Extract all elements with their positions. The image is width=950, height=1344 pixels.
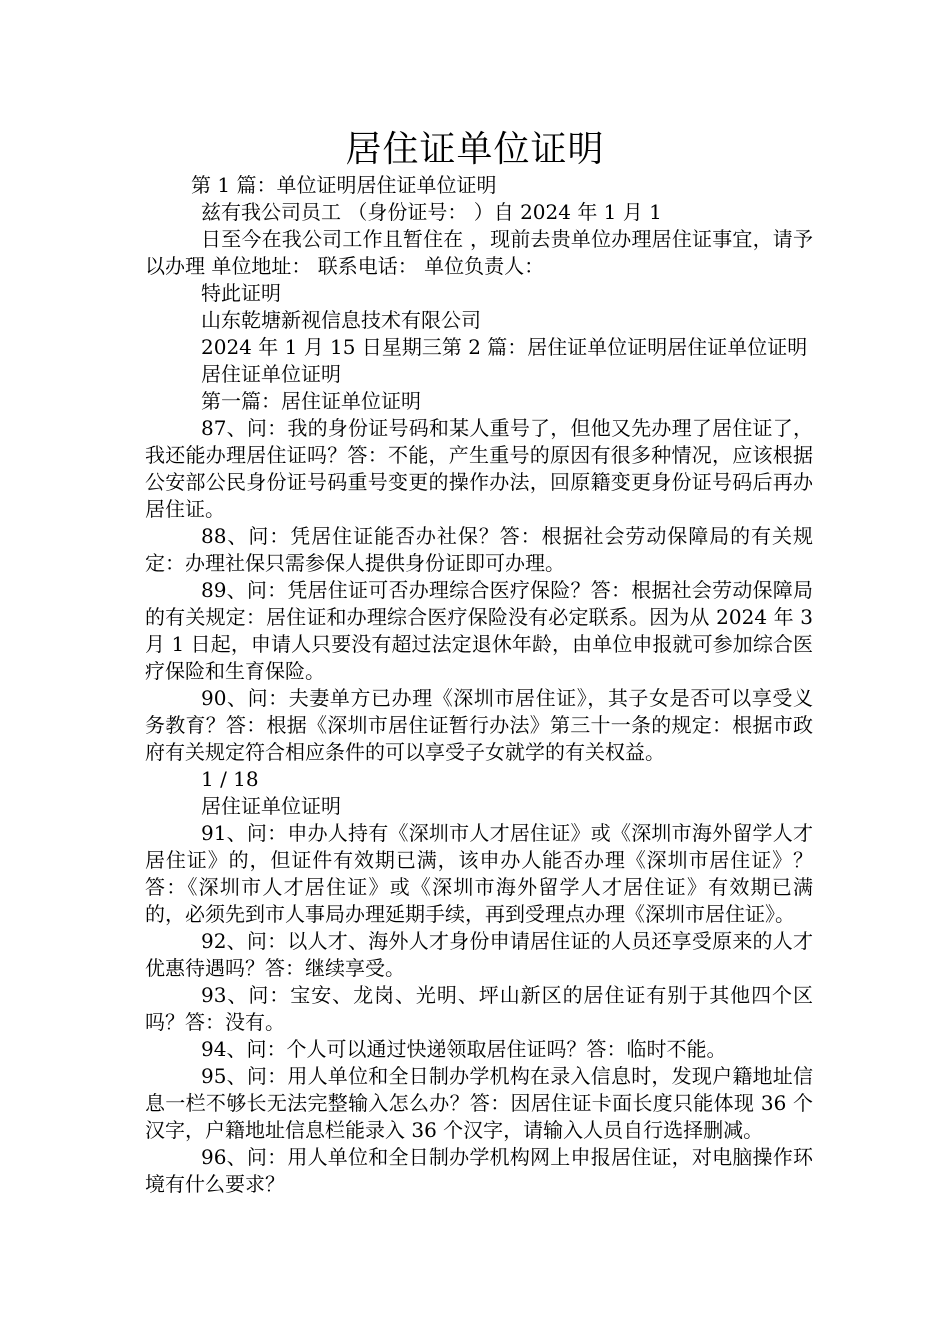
body-paragraph: 93、问：宝安、龙岗、光明、坪山新区的居住证有别于其他四个区吗？答：没有。 <box>145 983 813 1034</box>
body-paragraph: 日至今在我公司工作且暂住在 ，现前去贵单位办理居住证事宜，请予以办理 单位地址： 联系电话： 单位负责人： <box>145 227 813 278</box>
body-paragraph: 88、问：凭居住证能否办社保？答：根据社会劳动保障局的有关规定：办理社保只需参保人提供身份证即可办理。 <box>145 524 813 575</box>
body-paragraph: 94、问：个人可以通过快递领取居住证吗？答：临时不能。 <box>201 1037 727 1061</box>
body-paragraph: 居住证单位证明 <box>201 362 341 386</box>
document-body <box>145 172 813 1198</box>
body-paragraph: 96、问：用人单位和全日制办学机构网上申报居住证，对电脑操作环境有什么要求？ <box>145 1145 813 1196</box>
body-paragraph: 90、问：夫妻单方已办理《深圳市居住证》，其子女是否可以享受义务教育？答：根据《深圳市居住证暂行办法》第三十一条的规定：根据市政府有关规定符合相应条件的可以享受子女就学的有关权益。 <box>145 686 813 764</box>
body-paragraph: 居住证单位证明 <box>201 794 341 818</box>
body-paragraph: 特此证明 <box>201 281 281 305</box>
body-paragraph: 兹有我公司员工 （身份证号： ）自 2024 年 1 月 1 <box>201 200 662 224</box>
body-paragraph: 山东乾塘新视信息技术有限公司 <box>201 308 481 332</box>
body-paragraph: 2024 年 1 月 15 日星期三第 2 篇：居住证单位证明居住证单位证明 <box>201 335 808 359</box>
body-paragraph: 第一篇：居住证单位证明 <box>201 389 421 413</box>
body-paragraph: 1 / 18 <box>201 767 259 791</box>
body-paragraph: 87、问：我的身份证号码和某人重号了，但他又先办理了居住证了，我还能办理居住证吗？答：不能，产生重号的原因有很多种情况，应该根据公安部公民身份证号码重号变更的操作办法，回原籍变更身份证号码后再办居住证。 <box>145 416 813 521</box>
body-paragraph: 92、问：以人才、海外人才身份申请居住证的人员还享受原来的人才优惠待遇吗？答：继续享受。 <box>145 929 813 980</box>
body-paragraph: 89、问：凭居住证可否办理综合医疗保险？答：根据社会劳动保障局的有关规定：居住证和办理综合医疗保险没有必定联系。因为从 2024 年 3 月 1 日起，申请人只要没有超过法定退休年龄，由单位申报就可参加综合医疗保险和生育保险。 <box>145 578 813 683</box>
document-title: 居住证单位证明 <box>345 129 605 170</box>
body-paragraph: 91、问：申办人持有《深圳市人才居住证》或《深圳市海外留学人才居住证》的，但证件有效期已满，该申办人能否办理《深圳市居住证》？答：《深圳市人才居住证》或《深圳市海外留学人才居住证》有效期已满的，必须先到市人事局办理延期手续，再到受理点办理《深圳市居住证》。 <box>145 821 813 926</box>
body-paragraph: 95、问：用人单位和全日制办学机构在录入信息时，发现户籍地址信息一栏不够长无法完整输入怎么办？答：因居住证卡面长度只能体现 36 个汉字，户籍地址信息栏能录入 36 个汉字，请输入人员自行选择删减。 <box>145 1064 813 1142</box>
body-paragraph: 第 1 篇：单位证明居住证单位证明 <box>191 173 497 197</box>
